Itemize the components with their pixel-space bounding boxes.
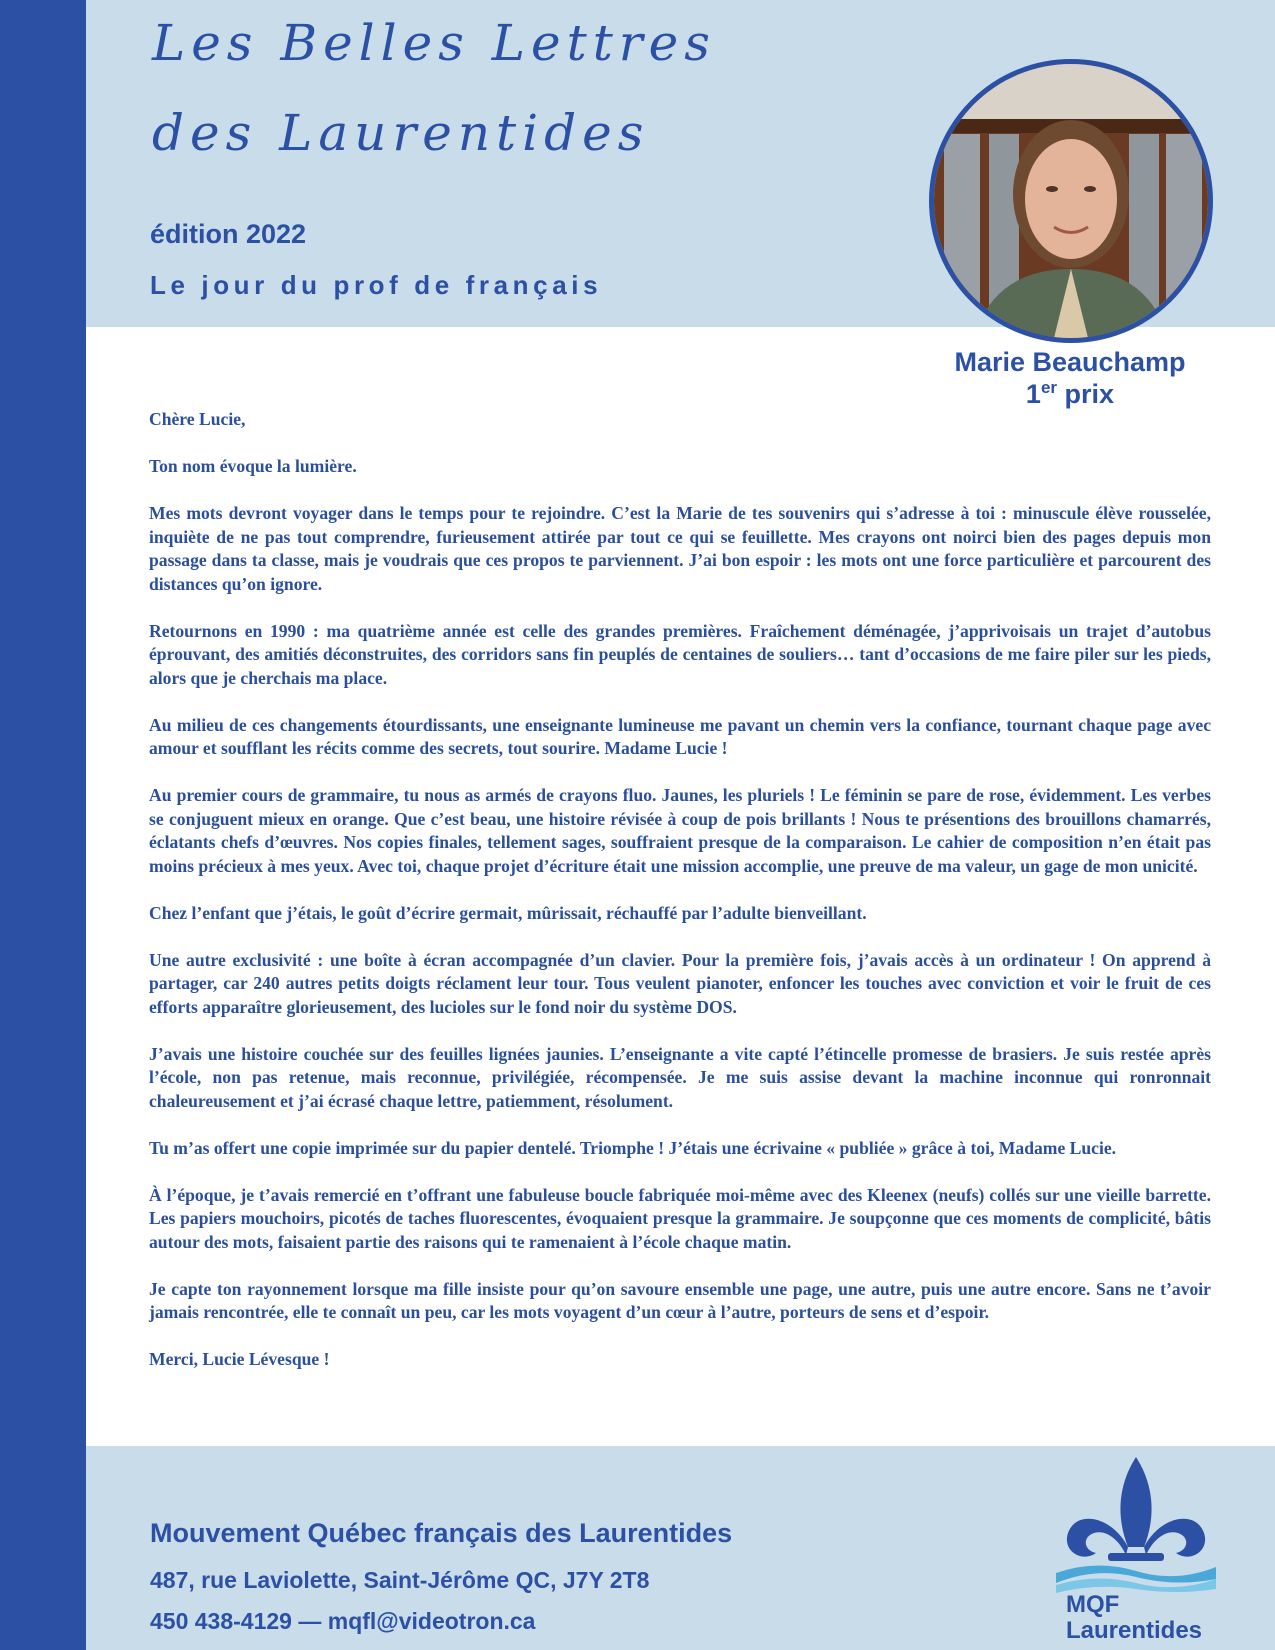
letter-paragraph: Mes mots devront voyager dans le temps pour te rejoindre. C’est la Marie de tes souvenirs qui s’adresse à toi : minuscule élève rousselée, inquiète de ne pas tout comprendre, furieusement attirée par tout ce qui se feuillette. Mes crayons ont noirci bien des pages depuis mon passage dans ta classe, mais je voudrais que ces propos te parviennent. J’ai bon espoir : les mots ont une force particulière et parcourent des distances qu’on ignore. <box>149 503 1211 594</box>
prize-word: prix <box>1057 379 1115 409</box>
letter-salutation: Chère Lucie, <box>149 409 246 429</box>
letter-paragraph: À l’époque, je t’avais remercié en t’offrant une fabuleuse boucle fabriquée moi-même avec des Kleenex (neufs) collés sur une vieille barrette. Les papiers mouchoirs, picotés de taches fluorescentes, évoquaient presque la grammaire. Je soupçonne que ces moments de complicité, bâtis autour des mots, faisaient partie des raisons qui te ramenaient à l’école chaque matin. <box>149 1184 1211 1252</box>
portrait-photo <box>929 59 1213 343</box>
letter-paragraph: Une autre exclusivité : une boîte à écran accompagnée d’un clavier. Pour la première fois, j’avais accès à un ordinateur ! On apprend à partager, car 240 autres petits doigts réclament leur tour. Tous veulent pianoter, enfoncer les touches avec conviction et voir le fruit de ces efforts apparaître glorieusement, des lucioles sur le fond noir du système DOS. <box>149 949 1211 1017</box>
letter-paragraph: Au premier cours de grammaire, tu nous as armés de crayons fluo. Jaunes, les pluriels ! Le féminin se pare de rose, évidemment. Les verbes se conjuguent mieux en orange. Que c’est beau, une histoire révisée à coup de pois brillants ! Nous te présentions des brouillons chamarrés, éclatants chefs d’œuvres. Nos copies finales, tellement sages, souffraient presque de la comparaison. Le cahier de composition n’en était pas moins précieux à mes yeux. Avec toi, chaque projet d’écriture était une mission accomplie, une preuve de ma valeur, un gage de mon unicité. <box>149 785 1211 876</box>
letter-paragraph: Tu m’as offert une copie imprimée sur du papier dentelé. Triomphe ! J’étais une écrivaine « publiée » grâce à toi, Madame Lucie. <box>149 1137 1117 1158</box>
winner-name: Marie Beauchamp <box>954 347 1186 377</box>
letter-paragraph: Ton nom évoque la lumière. <box>149 456 357 476</box>
edition-label: édition 2022 <box>150 219 307 249</box>
prize-suffix: er <box>1040 378 1058 397</box>
title-line-2: des Laurentides <box>152 104 650 162</box>
winner-prize <box>920 378 1220 410</box>
logo-text-laurentides: Laurentides <box>1066 1617 1203 1644</box>
subtitle: Le jour du prof de français <box>150 270 603 300</box>
letter-paragraph: Au milieu de ces changements étourdissants, une enseignante lumineuse me pavant un chemin vers la confiance, tournant chaque page avec amour et soufflant les récits comme des secrets, tout sourire. Madame Lucie ! <box>149 714 1211 758</box>
letter-paragraph: Je capte ton rayonnement lorsque ma fille insiste pour qu’on savoure ensemble une page, une autre, puis une autre encore. Sans ne t’avoir jamais rencontrée, elle te connaît un peu, car les mots voyagent d’un cœur à l’autre, porteurs de sens et d’espoir. <box>149 1278 1211 1322</box>
fleur-de-lis-icon <box>1056 1455 1216 1595</box>
org-contact: 450 438-4129 — mqfl@videotron.ca <box>150 1608 536 1634</box>
prize-number: 1 <box>1025 379 1041 409</box>
letter-paragraph: Retournons en 1990 : ma quatrième année est celle des grandes premières. Fraîchement déménagée, j’apprivoisais un trajet d’autobus éprouvant, des amitiés déconstruites, des corridors sans fin peuplés de centaines de souliers… tant d’occasions de me faire piler sur les pieds, alors que je cherchais ma place. <box>149 620 1211 688</box>
letter-paragraph: J’avais une histoire couchée sur des feuilles lignées jaunies. L’enseignante a vite capté l’étincelle promesse de brasiers. Je suis restée après l’école, non pas retenue, mais reconnue, privilégiée, récompensée. Je me suis assise devant la machine inconnue qui ronronnait chaleureusement et j’ai écrasé chaque lettre, patiemment, résolument. <box>149 1043 1211 1111</box>
org-address: 487, rue Laviolette, Saint-Jérôme QC, J7Y 2T8 <box>150 1567 650 1593</box>
letter-paragraph: Chez l’enfant que j’étais, le goût d’écrire germait, mûrissait, réchauffé par l’adulte bienveillant. <box>149 902 867 923</box>
logo-text-mqf: MQF <box>1066 1591 1120 1618</box>
title-line-1: Les Belles Lettres <box>152 14 716 72</box>
side-bar <box>0 0 86 1650</box>
letter-closing: Merci, Lucie Lévesque ! <box>149 1349 330 1369</box>
org-name: Mouvement Québec français des Laurentides <box>150 1518 733 1548</box>
letter-body <box>149 408 1211 1395</box>
mqf-logo <box>1056 1455 1216 1645</box>
